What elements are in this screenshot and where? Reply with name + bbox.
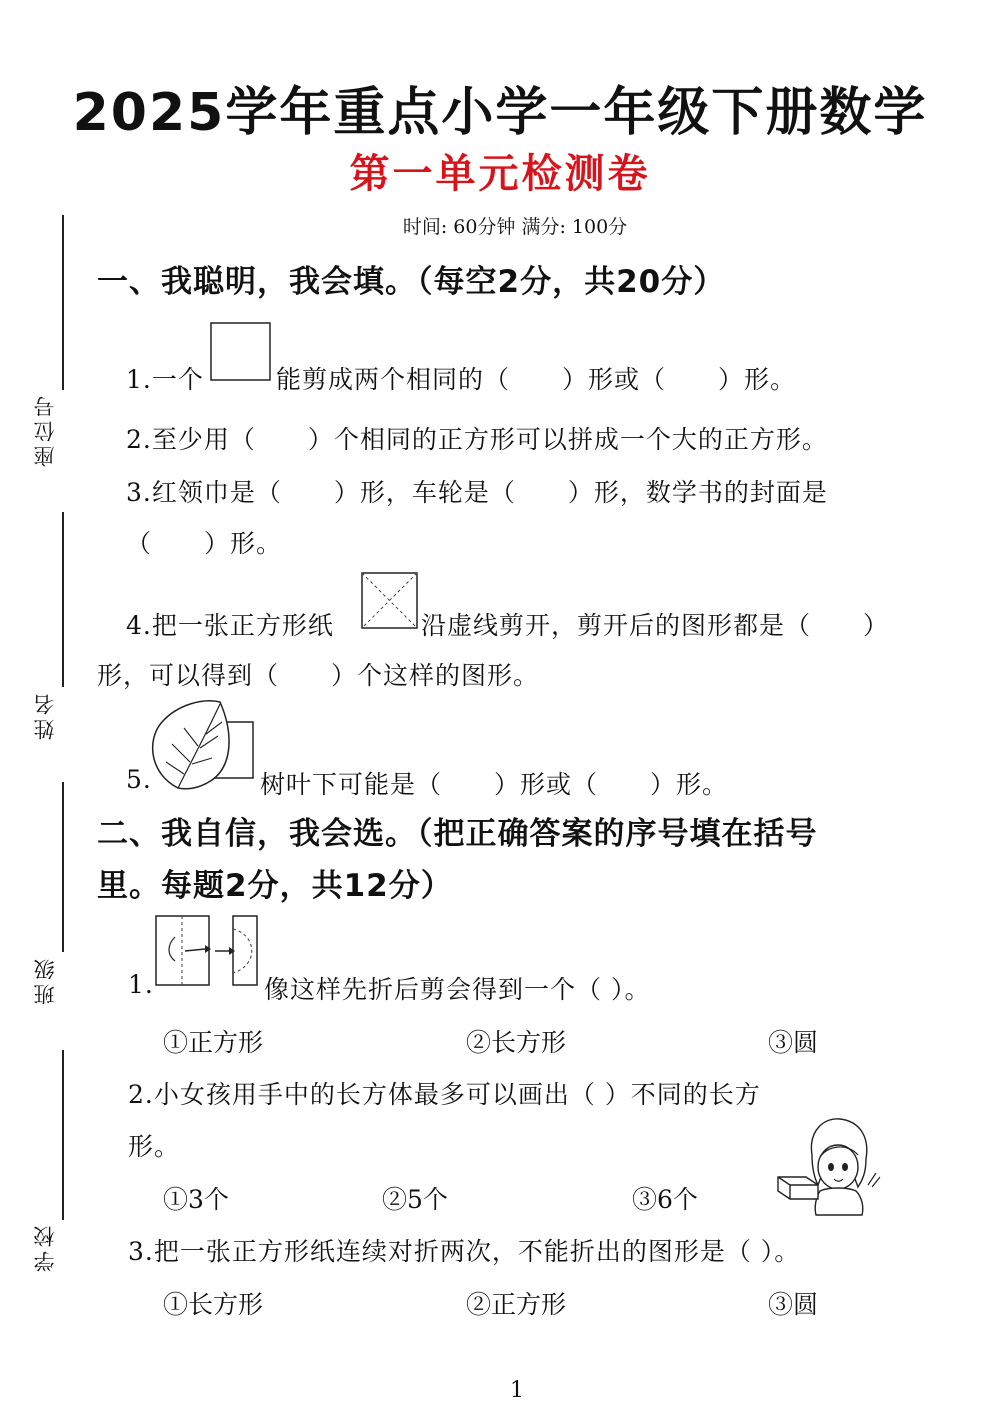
s1-q3-line2: （ ）形。: [126, 529, 283, 558]
girl-with-box-illustration: [776, 1115, 886, 1215]
s2-q2-line2: 形。: [128, 1132, 181, 1161]
section1-heading: 一、我聪明，我会填。（每空2分，共20分）: [97, 264, 726, 300]
s2-q3-option-2: ②正方形: [466, 1290, 567, 1319]
page-number: 1: [510, 1378, 524, 1403]
s1-q4-prefix: 4.把一张正方形纸: [126, 611, 334, 640]
s2-q3: 3.把一张正方形纸连续对折两次，不能折出的图形是（ ）。: [128, 1237, 801, 1266]
class-label: 班级: [33, 955, 57, 1005]
seat-label: 座位号: [33, 392, 57, 467]
school-label: 学校: [33, 1222, 57, 1272]
school-line: [62, 1050, 64, 1220]
leaf-figure: [148, 700, 258, 795]
s1-q2: 2.至少用（ ）个相同的正方形可以拼成一个大的正方形。: [126, 425, 828, 454]
class-line: [62, 782, 64, 952]
exam-meta: 时间: 60分钟 满分: 100分: [402, 216, 628, 238]
s1-q5-suffix: 树叶下可能是（ ）形或（ ）形。: [260, 770, 729, 799]
s1-q4-suffix: 沿虚线剪开，剪开后的图形都是（ ）: [421, 611, 890, 640]
fold-cut-figure: [155, 915, 261, 987]
s1-q1-prefix: 1.一个: [126, 365, 204, 394]
s2-q2-option-3: ③6个: [632, 1185, 698, 1214]
section2-heading-line1: 二、我自信，我会选。（把正确答案的序号填在括号: [97, 816, 818, 852]
s1-q3-line1: 3.红领巾是（ ）形，车轮是（ ）形，数学书的封面是: [126, 478, 828, 507]
square-diagonals-figure: [361, 572, 419, 630]
name-line: [62, 512, 64, 687]
s2-q1-option-1: ①正方形: [163, 1028, 264, 1057]
page-subtitle: 第一单元检测卷: [349, 151, 651, 197]
square-figure: [210, 322, 272, 382]
s1-q1-suffix: 能剪成两个相同的（ ）形或（ ）形。: [276, 365, 797, 394]
s2-q1-option-3: ③圆: [768, 1028, 819, 1057]
s2-q1-suffix: 像这样先折后剪会得到一个（ ）。: [264, 975, 651, 1004]
section2-heading-line2: 里。每题2分，共12分）: [97, 868, 453, 904]
s1-q4-line2: 形，可以得到（ ）个这样的图形。: [97, 661, 540, 690]
s1-q5-prefix: 5.: [126, 765, 152, 794]
name-label: 姓名: [33, 690, 57, 740]
s2-q1-option-2: ②长方形: [466, 1028, 567, 1057]
s2-q2-option-1: ①3个: [163, 1185, 229, 1214]
page-title: 2025学年重点小学一年级下册数学: [72, 83, 928, 143]
s2-q3-option-3: ③圆: [768, 1290, 819, 1319]
s2-q1-prefix: 1.: [128, 970, 154, 999]
s2-q2-option-2: ②5个: [382, 1185, 448, 1214]
s2-q2-line1: 2.小女孩用手中的长方体最多可以画出（ ）不同的长方: [128, 1080, 761, 1109]
seat-line: [62, 215, 64, 390]
s2-q3-option-1: ①长方形: [163, 1290, 264, 1319]
